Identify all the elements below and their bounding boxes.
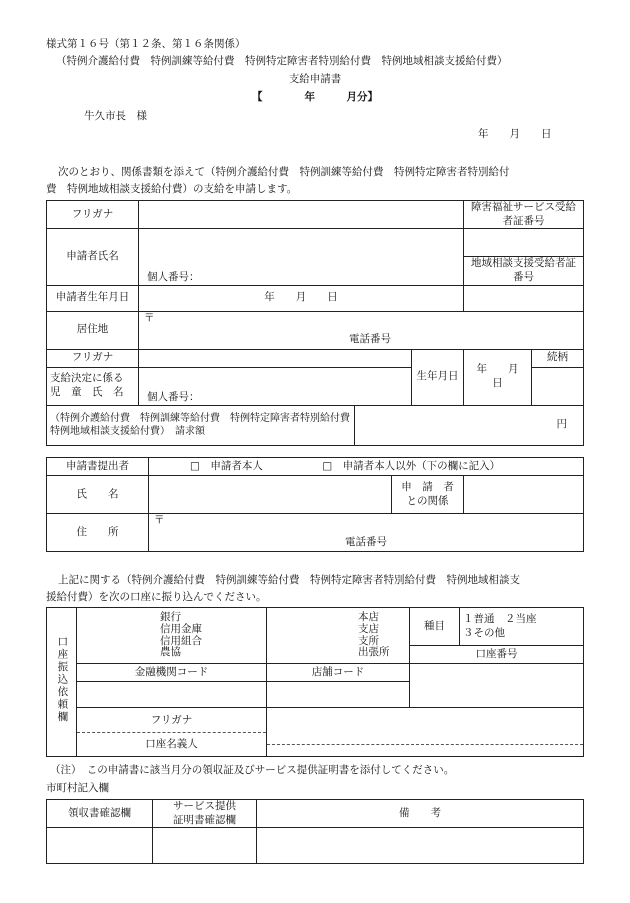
birth-label: 申請者生年月日 (47, 285, 139, 311)
branch-name-field[interactable]: 本店 支店 支所 出張所 (267, 608, 410, 664)
submitter-name-label: 氏 名 (47, 476, 149, 514)
service-cert-check-field[interactable] (153, 828, 257, 864)
submitter-table (46, 457, 584, 552)
mynumber-label: 個人番号： (147, 270, 200, 283)
intro-line-2: 費 特例地域相談支援給付費）の支給を申請します。 (46, 183, 298, 195)
relation-label: 続柄 (532, 349, 584, 367)
child-furigana-label: フリガナ (47, 349, 139, 367)
submitter-phone-label: 電話番号 (345, 536, 387, 548)
holder-field[interactable] (267, 708, 584, 757)
applicant-name-label: 申請者氏名 (47, 229, 139, 285)
office-table (46, 799, 584, 864)
intro-line-1: 次のとおり、関係書類を添えて（特例介護給付費 特例訓練等給付費 特例特定障害者特別給付 (58, 166, 510, 178)
child-mynumber-label: 個人番号： (147, 390, 200, 403)
region-cert-boxes[interactable] (464, 285, 584, 311)
bank-table (46, 607, 584, 757)
branch-code-boxes[interactable] (267, 682, 410, 708)
bank-code-boxes[interactable] (77, 682, 267, 708)
child-birth-field[interactable]: 年 月 日 (464, 349, 532, 405)
region-cert-label: 地域相談支援受給者証番号 (464, 257, 584, 285)
service-cert-boxes[interactable] (464, 229, 584, 257)
postal-mark: 〒 (144, 311, 155, 324)
option-self[interactable]: □ 申請者本人 (190, 459, 263, 472)
address-label: 居住地 (47, 311, 139, 349)
kind-options[interactable]: １普通 ２当座 ３その他 (460, 608, 584, 646)
period: 【 年 月分】 (252, 91, 378, 103)
receipt-check-label: 領収書確認欄 (47, 800, 153, 828)
submitter-name-field[interactable] (149, 476, 392, 514)
form-title: 支給申請書 (288, 73, 342, 85)
transfer-intro-1: 上記に関する（特例介護給付費 特例訓練等給付費 特例特定障害者特別給付費 特例地域相談支 (58, 574, 520, 586)
phone-label: 電話番号 (349, 332, 391, 345)
account-no-label: 口座番号 (410, 646, 584, 664)
form-subtitle: （特例介護給付費 特例訓練等給付費 特例特定障害者特別給付費 特例地域相談支援給付費） (56, 55, 508, 67)
child-birth-label: 生年月日 (412, 349, 464, 405)
furigana-field[interactable] (139, 201, 464, 229)
submitter-options (149, 458, 584, 476)
submitter-address-field[interactable] (149, 514, 584, 552)
submitter-relation-label: 申 請 者 との関係 (392, 476, 464, 514)
submitter-label: 申請書提出者 (47, 458, 149, 476)
transfer-intro-2: 援給付費）を次の口座に振り込んでください。 (46, 591, 267, 603)
service-cert-label: 障害福祉サービス受給者証番号 (464, 201, 584, 229)
child-name-field[interactable] (139, 367, 412, 405)
option-other[interactable]: □ 申請者本人以外（下の欄に記入） (322, 459, 501, 472)
bank-side-label: 口座振込依頼欄 (47, 608, 77, 757)
submitter-address-label: 住 所 (47, 514, 149, 552)
holder-furigana-label: フリガナ (77, 708, 266, 733)
office-heading: 市町村記入欄 (46, 782, 109, 794)
holder-name-label: 口座名義人 (145, 738, 198, 750)
account-no-boxes[interactable] (410, 664, 584, 708)
addressee: 牛久市長 様 (84, 110, 147, 122)
remarks-field[interactable] (257, 828, 584, 864)
form-number: 様式第１６号（第１２条、第１６条関係） (46, 38, 246, 50)
holder-label-cell (77, 708, 267, 757)
yen-unit: 円 (556, 418, 568, 431)
amount-label: （特例介護給付費 特例訓練等給付費 特例特定障害者特別給付費 特例地域相談支援給付費） 請求額 (47, 405, 355, 445)
date-line: 年 月 日 (478, 128, 552, 140)
bank-code-label: 金融機関コード (77, 664, 267, 682)
submitter-postal-mark: 〒 (154, 514, 165, 526)
branch-code-label: 店舗コード (267, 664, 410, 682)
kind-label: 種目 (410, 608, 460, 646)
note: （注） この申請書に該当月分の領収証及びサービス提供証明書を添付してください。 (50, 764, 455, 776)
bank-name-field[interactable]: 銀行 信用金庫 信用組合 農協 (77, 608, 267, 664)
remarks-label: 備 考 (257, 800, 584, 828)
service-cert-check-label: サービス提供 証明書確認欄 (153, 800, 257, 828)
birth-field[interactable]: 年 月 日 (139, 285, 464, 311)
applicant-name-field[interactable] (139, 229, 464, 285)
child-name-label: 支給決定に係る 児 童 氏 名 (47, 367, 139, 405)
amount-field[interactable] (355, 405, 584, 445)
child-furigana-field[interactable] (139, 349, 412, 367)
furigana-label: フリガナ (47, 201, 139, 229)
receipt-check-field[interactable] (47, 828, 153, 864)
submitter-relation-field[interactable] (464, 476, 584, 514)
applicant-table (46, 200, 584, 446)
address-field[interactable] (139, 311, 584, 349)
